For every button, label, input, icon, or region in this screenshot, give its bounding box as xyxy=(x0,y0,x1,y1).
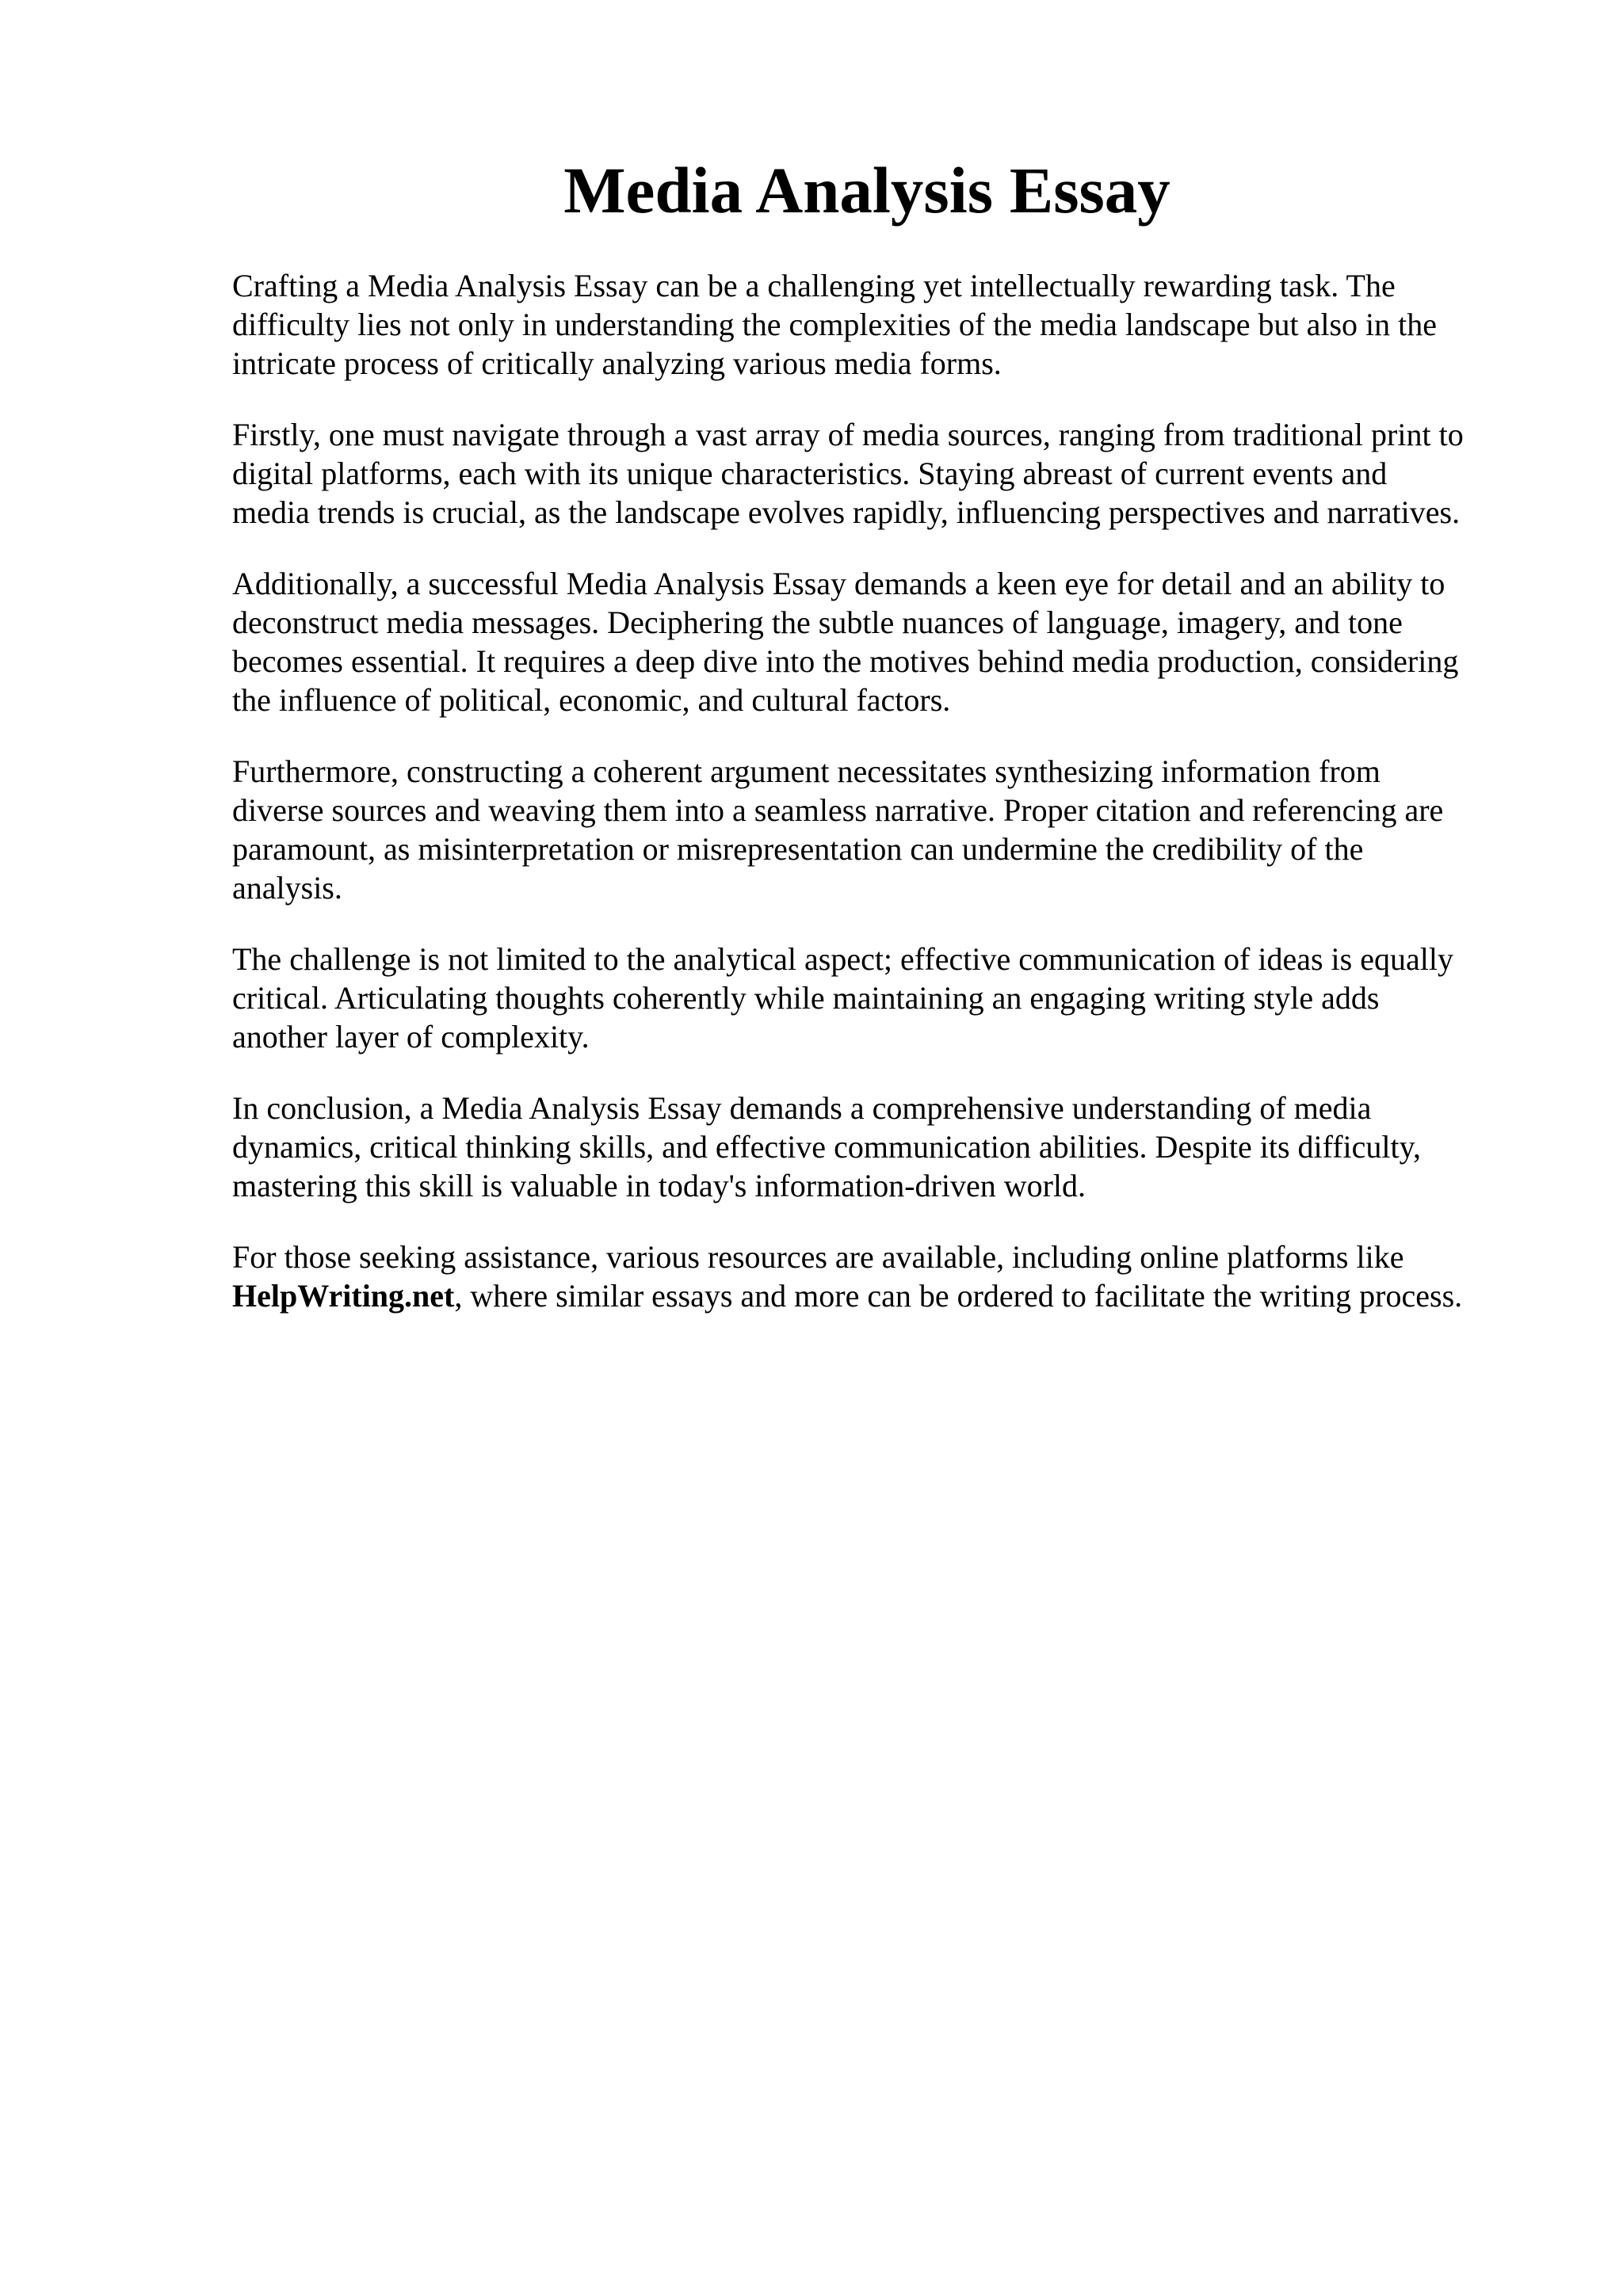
paragraph-line: Firstly, one must navigate through a vast array of media sources, ranging from traditional print to xyxy=(232,417,1464,452)
paragraph-firstly xyxy=(232,415,1532,532)
helpwriting-link[interactable]: HelpWriting.net xyxy=(232,1278,455,1314)
paragraph-line: Crafting a Media Analysis Essay can be a challenging yet intellectually rewarding task. The xyxy=(232,268,1396,303)
paragraph-line: media trends is crucial, as the landscape evolves rapidly, influencing perspectives and narratives. xyxy=(232,494,1461,530)
paragraph-line: paramount, as misinterpretation or misrepresentation can undermine the credibility of the xyxy=(232,831,1364,867)
paragraph-line: digital platforms, each with its unique characteristics. Staying abreast of current events and xyxy=(232,456,1388,491)
paragraph-line: intricate process of critically analyzing various media forms. xyxy=(232,345,1002,381)
paragraph-line: critical. Articulating thoughts coherently while maintaining an engaging writing style adds xyxy=(232,980,1380,1016)
paragraph-furthermore xyxy=(232,752,1532,907)
paragraph-additionally xyxy=(232,564,1532,719)
closing-text: , where similar essays and more can be ordered to facilitate the writing process. xyxy=(454,1278,1463,1314)
paragraph-line: diverse sources and weaving them into a seamless narrative. Proper citation and referencing are xyxy=(232,792,1444,828)
paragraph-line: analysis. xyxy=(232,870,342,906)
paragraph-line: becomes essential. It requires a deep dive into the motives behind media production, considering xyxy=(232,643,1459,679)
paragraph-line: For those seeking assistance, various resources are available, including online platforms like xyxy=(232,1239,1404,1275)
paragraph-line: Additionally, a successful Media Analysis Essay demands a keen eye for detail and an ability to xyxy=(232,566,1445,601)
paragraph-intro xyxy=(232,266,1532,383)
paragraph-line: mastering this skill is valuable in today's information-driven world. xyxy=(232,1168,1086,1203)
paragraph-line: Furthermore, constructing a coherent argument necessitates synthesizing information from xyxy=(232,753,1381,789)
paragraph-closing xyxy=(232,1238,1532,1315)
paragraph-line: another layer of complexity. xyxy=(232,1019,590,1055)
paragraph-line: The challenge is not limited to the analytical aspect; effective communication of ideas is equally xyxy=(232,941,1453,977)
paragraph-line: difficulty lies not only in understanding the complexities of the media landscape but also in the xyxy=(232,307,1438,342)
paragraph-line: deconstruct media messages. Deciphering the subtle nuances of language, imagery, and tone xyxy=(232,605,1403,640)
essay-body xyxy=(232,266,1532,1348)
paragraph-conclusion xyxy=(232,1089,1532,1205)
essay-title: Media Analysis Essay xyxy=(563,154,1170,227)
paragraph-line xyxy=(232,1276,1532,1315)
paragraph-line: In conclusion, a Media Analysis Essay demands a comprehensive understanding of media xyxy=(232,1090,1372,1126)
paragraph-line: the influence of political, economic, and cultural factors. xyxy=(232,682,951,718)
paragraph-line: dynamics, critical thinking skills, and effective communication abilities. Despite its difficulty, xyxy=(232,1129,1422,1165)
paragraph-challenge xyxy=(232,940,1532,1056)
